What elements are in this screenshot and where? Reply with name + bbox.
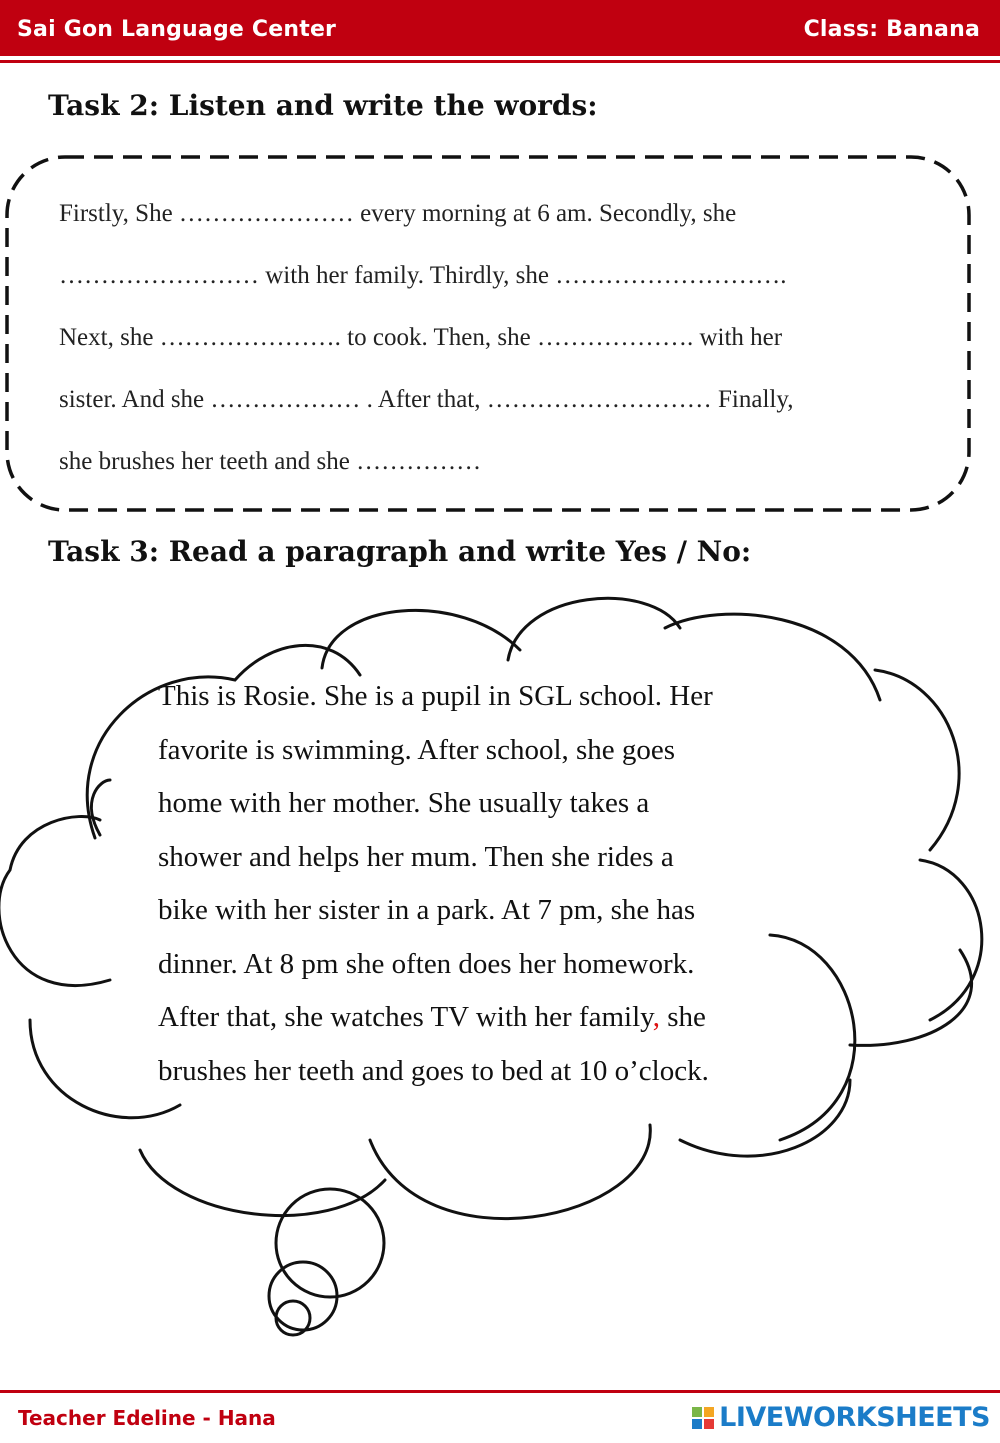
class-name: Class: Banana [803, 17, 980, 42]
task2-line-5: she brushes her teeth and she …………… [59, 448, 482, 475]
task3-line-7 [158, 995, 858, 1049]
task3-line-3: home with her mother. She usually takes a [158, 787, 650, 819]
center-name: Sai Gon Language Center [17, 17, 337, 42]
footer-divider [0, 1390, 1000, 1393]
liveworksheets-logo [692, 1402, 990, 1433]
liveworksheets-icon [692, 1405, 716, 1431]
red-comma: , [652, 1001, 660, 1033]
task2-title: Task 2: Listen and write the words: [48, 89, 598, 122]
task3-line-7-text: After that, she watches TV with her family [158, 1001, 653, 1033]
task3-line-6: dinner. At 8 pm she often does her homework. [158, 947, 695, 980]
task3-line-7-tail: she [660, 1001, 706, 1033]
task2-line-3: Next, she …………………. to cook. Then, she ………………. with her [59, 324, 783, 351]
task2-paragraph [59, 193, 929, 503]
task3-paragraph [158, 674, 858, 1102]
task3-line-2: favorite is swimming. After school, she goes [158, 733, 676, 766]
task3-line-8: brushes her teeth and goes to bed at 10 o’clock. [158, 1054, 709, 1087]
task3-line-5: bike with her sister in a park. At 7 pm, she has [158, 894, 696, 926]
task2-line-4: sister. And she ……………… . After that, ……………………… Finally, [59, 386, 794, 413]
teacher-name: Teacher Edeline - Hana [18, 1406, 276, 1430]
task3-line-4: shower and helps her mum. Then she rides a [158, 840, 674, 873]
task3-line-1: This is Rosie. She is a pupil in SGL school. Her [158, 680, 713, 712]
liveworksheets-wordmark: LIVEWORKSHEETS [719, 1402, 990, 1433]
task2-line-2: …………………… with her family. Thirdly, she ………………………. [59, 262, 787, 289]
task3-title: Task 3: Read a paragraph and write Yes / No: [48, 535, 752, 568]
task2-line-1: Firstly, She ………………… every morning at 6 am. Secondly, she [59, 200, 737, 227]
header-divider [0, 60, 1000, 63]
